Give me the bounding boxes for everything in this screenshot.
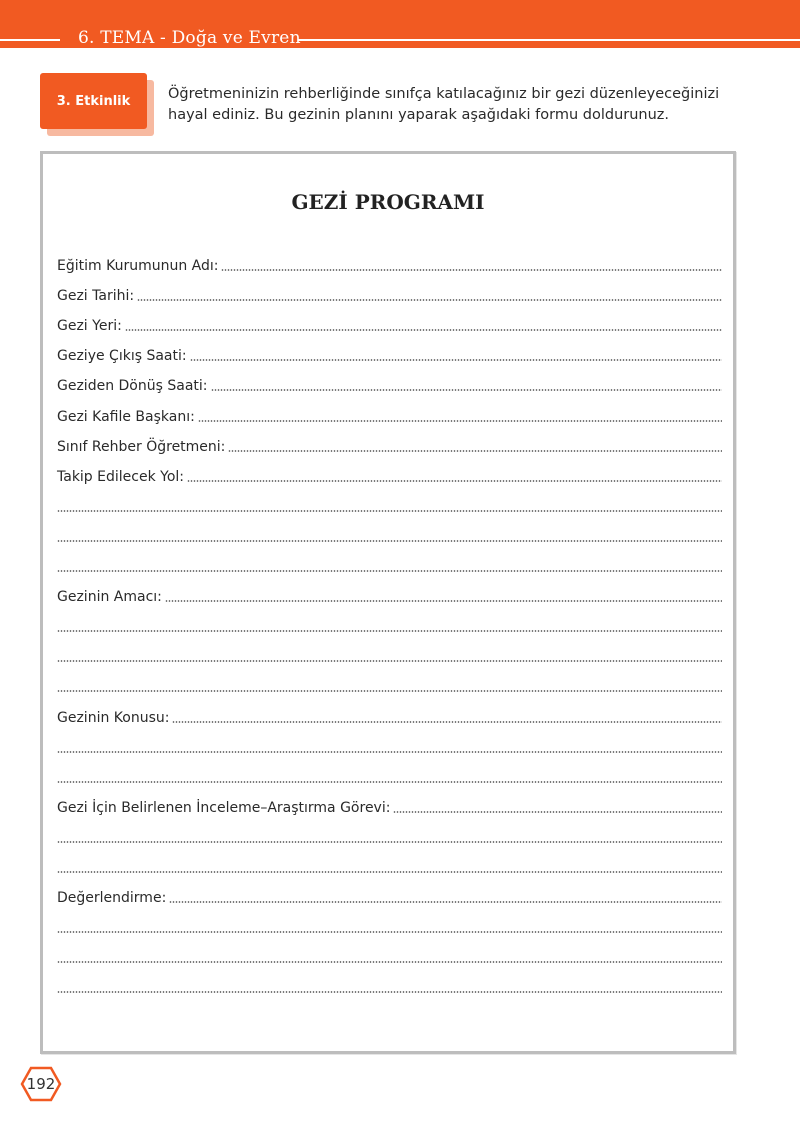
field-label: Eğitim Kurumunun Adı: xyxy=(57,258,219,274)
dotted-answer-line[interactable] xyxy=(57,630,722,632)
form-field[interactable] xyxy=(57,466,722,486)
field-label: Geziden Dönüş Saati: xyxy=(57,378,208,395)
dotted-answer-line[interactable] xyxy=(57,931,722,933)
dotted-answer-line[interactable] xyxy=(137,299,722,301)
form-field[interactable] xyxy=(57,315,722,335)
dotted-answer-line[interactable] xyxy=(57,660,722,662)
form-blank-line[interactable] xyxy=(57,917,722,937)
field-label: Gezi Kafile Başkanı: xyxy=(57,408,195,425)
field-label: Değerlendirme: xyxy=(57,890,167,907)
dotted-answer-line[interactable] xyxy=(228,450,722,452)
dotted-answer-line[interactable] xyxy=(57,991,722,993)
instruction-line: Öğretmeninizin rehberliğinde sınıfça katılacağınız bir gezi düzenleyeceğinizi xyxy=(168,86,720,102)
field-label: Sınıf Rehber Öğretmeni: xyxy=(57,438,226,455)
dotted-answer-line[interactable] xyxy=(125,329,722,331)
form-blank-line[interactable] xyxy=(57,977,722,997)
header-rule-right xyxy=(298,39,800,41)
dotted-answer-line[interactable] xyxy=(57,570,722,572)
form-blank-line[interactable] xyxy=(57,556,722,576)
activity-badge: 3. Etkinlik xyxy=(40,73,147,129)
form-field[interactable] xyxy=(57,707,722,727)
form-blank-line[interactable] xyxy=(57,526,722,546)
form-blank-line[interactable] xyxy=(57,616,722,636)
field-label: Gezi Yeri: xyxy=(57,318,122,335)
form-field[interactable] xyxy=(57,285,722,305)
form-field[interactable] xyxy=(57,436,722,456)
dotted-answer-line[interactable] xyxy=(57,871,722,873)
form-blank-line[interactable] xyxy=(57,496,722,516)
form-field[interactable] xyxy=(57,406,722,426)
dotted-answer-line[interactable] xyxy=(57,751,722,753)
form-field[interactable] xyxy=(57,345,722,365)
activity-instruction xyxy=(168,84,758,126)
dotted-answer-line[interactable] xyxy=(187,480,722,482)
dotted-answer-line[interactable] xyxy=(165,600,722,602)
field-label: Gezi Tarihi: xyxy=(57,288,135,305)
dotted-answer-line[interactable] xyxy=(211,389,723,391)
form-blank-line[interactable] xyxy=(57,947,722,967)
header-rule-left xyxy=(0,39,60,41)
dotted-answer-line[interactable] xyxy=(57,781,722,783)
dotted-answer-line[interactable] xyxy=(57,841,722,843)
field-label: Takip Edilecek Yol: xyxy=(57,468,185,485)
form-field[interactable] xyxy=(57,375,722,395)
form-blank-line[interactable] xyxy=(57,737,722,757)
form-field[interactable] xyxy=(57,887,722,907)
dotted-answer-line[interactable] xyxy=(57,690,722,692)
field-label: Gezi İçin Belirlenen İnceleme–Araştırma Görevi: xyxy=(57,799,391,816)
form-title: GEZİ PROGRAMI xyxy=(291,190,485,214)
dotted-answer-line[interactable] xyxy=(57,510,722,512)
field-label: Gezinin Amacı: xyxy=(57,589,162,606)
dotted-answer-line[interactable] xyxy=(198,420,722,422)
dotted-answer-line[interactable] xyxy=(190,359,722,361)
form-blank-line[interactable] xyxy=(57,827,722,847)
form-field[interactable] xyxy=(57,255,722,275)
page-number: 192 xyxy=(26,1075,56,1093)
page-number-badge xyxy=(20,1066,62,1102)
field-label: Geziye Çıkış Saati: xyxy=(57,348,187,365)
form-blank-line[interactable] xyxy=(57,646,722,666)
dotted-answer-line[interactable] xyxy=(172,721,722,723)
dotted-answer-line[interactable] xyxy=(57,540,722,542)
form-blank-line[interactable] xyxy=(57,676,722,696)
chapter-title: 6. TEMA - Doğa ve Evren xyxy=(78,28,301,48)
instruction-line: hayal ediniz. Bu gezinin planını yaparak aşağıdaki formu doldurunuz. xyxy=(168,107,670,123)
dotted-answer-line[interactable] xyxy=(221,269,722,271)
dotted-answer-line[interactable] xyxy=(169,901,722,903)
form-field[interactable] xyxy=(57,797,722,817)
form-blank-line[interactable] xyxy=(57,857,722,877)
form-blank-line[interactable] xyxy=(57,767,722,787)
form-field[interactable] xyxy=(57,586,722,606)
dotted-answer-line[interactable] xyxy=(57,961,722,963)
dotted-answer-line[interactable] xyxy=(393,811,722,813)
field-label: Gezinin Konusu: xyxy=(57,709,170,726)
